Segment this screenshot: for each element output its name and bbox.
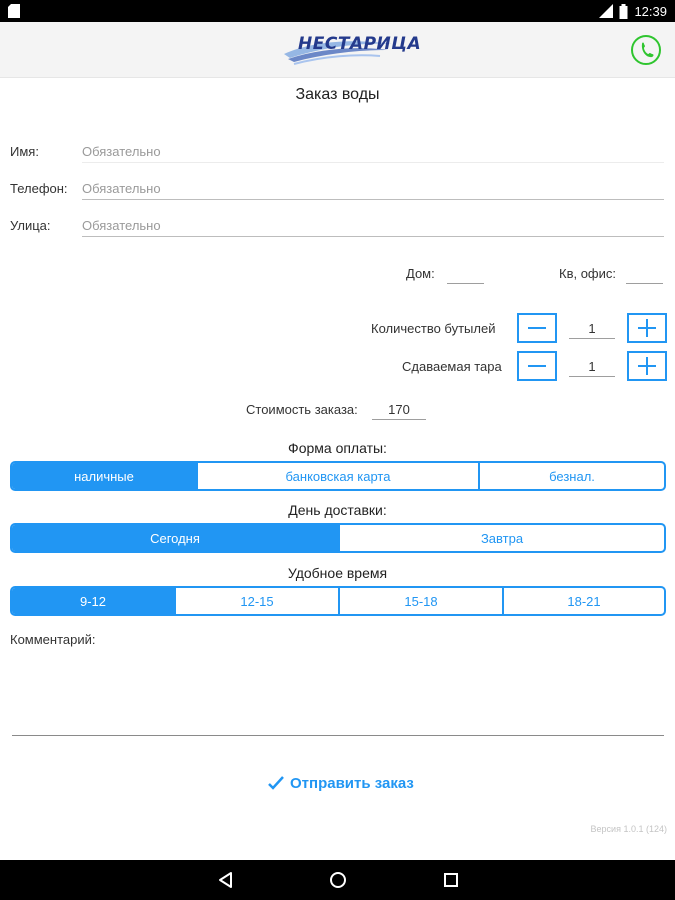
name-input-underline [82, 162, 664, 163]
bottles-quantity-underline [569, 338, 615, 339]
phone-label: Телефон: [10, 181, 68, 196]
time-slot-15-18[interactable]: 15-18 [340, 588, 504, 614]
payment-option-card[interactable]: банковская карта [198, 463, 480, 489]
back-icon[interactable] [216, 870, 236, 890]
battery-icon [619, 4, 628, 19]
phone-icon [633, 37, 659, 63]
tare-decrease-button[interactable] [517, 351, 557, 381]
bottles-label: Количество бутылей [371, 321, 496, 336]
signal-icon [599, 4, 613, 18]
comment-input[interactable] [12, 652, 664, 734]
tare-quantity-underline [569, 376, 615, 377]
street-input[interactable]: Обязательно [82, 218, 161, 233]
delivery-day-label: День доставки: [288, 502, 387, 518]
sd-card-icon [8, 4, 20, 18]
apt-label: Кв, офис: [559, 266, 617, 281]
bottles-quantity[interactable]: 1 [588, 321, 596, 336]
status-bar [0, 0, 675, 22]
system-nav-bar [0, 860, 675, 900]
submit-order-button[interactable] [268, 772, 414, 794]
bottles-decrease-button[interactable] [517, 313, 557, 343]
name-input[interactable]: Обязательно [82, 144, 161, 159]
street-label: Улица: [10, 218, 51, 233]
phone-input-underline [82, 199, 664, 200]
plus-icon [638, 357, 656, 375]
street-input-underline [82, 236, 664, 237]
status-time: 12:39 [634, 3, 667, 19]
app-version: Версия 1.0.1 (124) [590, 824, 667, 834]
house-label: Дом: [406, 266, 435, 281]
payment-option-cash[interactable]: наличные [12, 463, 198, 489]
plus-icon [638, 319, 656, 337]
time-slot-9-12[interactable]: 9-12 [12, 588, 176, 614]
time-slot-18-21[interactable]: 18-21 [567, 593, 601, 609]
checkmark-icon [268, 775, 284, 791]
delivery-day-today[interactable]: Сегодня [12, 525, 340, 551]
apt-input[interactable] [626, 283, 663, 284]
bottles-increase-button[interactable] [627, 313, 667, 343]
minus-icon [528, 319, 546, 337]
cost-underline [372, 419, 426, 420]
time-slot-label: Удобное время [287, 565, 388, 581]
brand-logo: НЕСТАРИЦА [280, 28, 396, 68]
app-bar [0, 22, 675, 78]
recents-icon[interactable] [441, 870, 461, 890]
cost-label: Стоимость заказа: [246, 402, 358, 417]
house-input[interactable] [447, 283, 484, 284]
tare-quantity[interactable]: 1 [588, 359, 596, 374]
home-icon[interactable] [328, 870, 348, 890]
comment-label: Комментарий: [10, 632, 96, 647]
tare-label: Сдаваемая тара [402, 359, 502, 374]
delivery-day-selector [10, 523, 666, 553]
call-button[interactable] [631, 35, 661, 65]
payment-option-transfer[interactable]: безнал. [549, 468, 595, 484]
cost-value: 170 [388, 402, 410, 417]
payment-label: Форма оплаты: [288, 440, 387, 456]
name-label: Имя: [10, 144, 39, 159]
submit-order-label: Отправить заказ [290, 774, 414, 792]
time-slot-12-15[interactable]: 12-15 [176, 588, 340, 614]
tare-increase-button[interactable] [627, 351, 667, 381]
delivery-day-tomorrow[interactable]: Завтра [480, 530, 524, 546]
comment-underline [12, 735, 664, 736]
page-title: Заказ воды [295, 86, 380, 103]
payment-selector [10, 461, 666, 491]
time-slot-selector [10, 586, 666, 616]
phone-input[interactable]: Обязательно [82, 181, 161, 196]
minus-icon [528, 357, 546, 375]
